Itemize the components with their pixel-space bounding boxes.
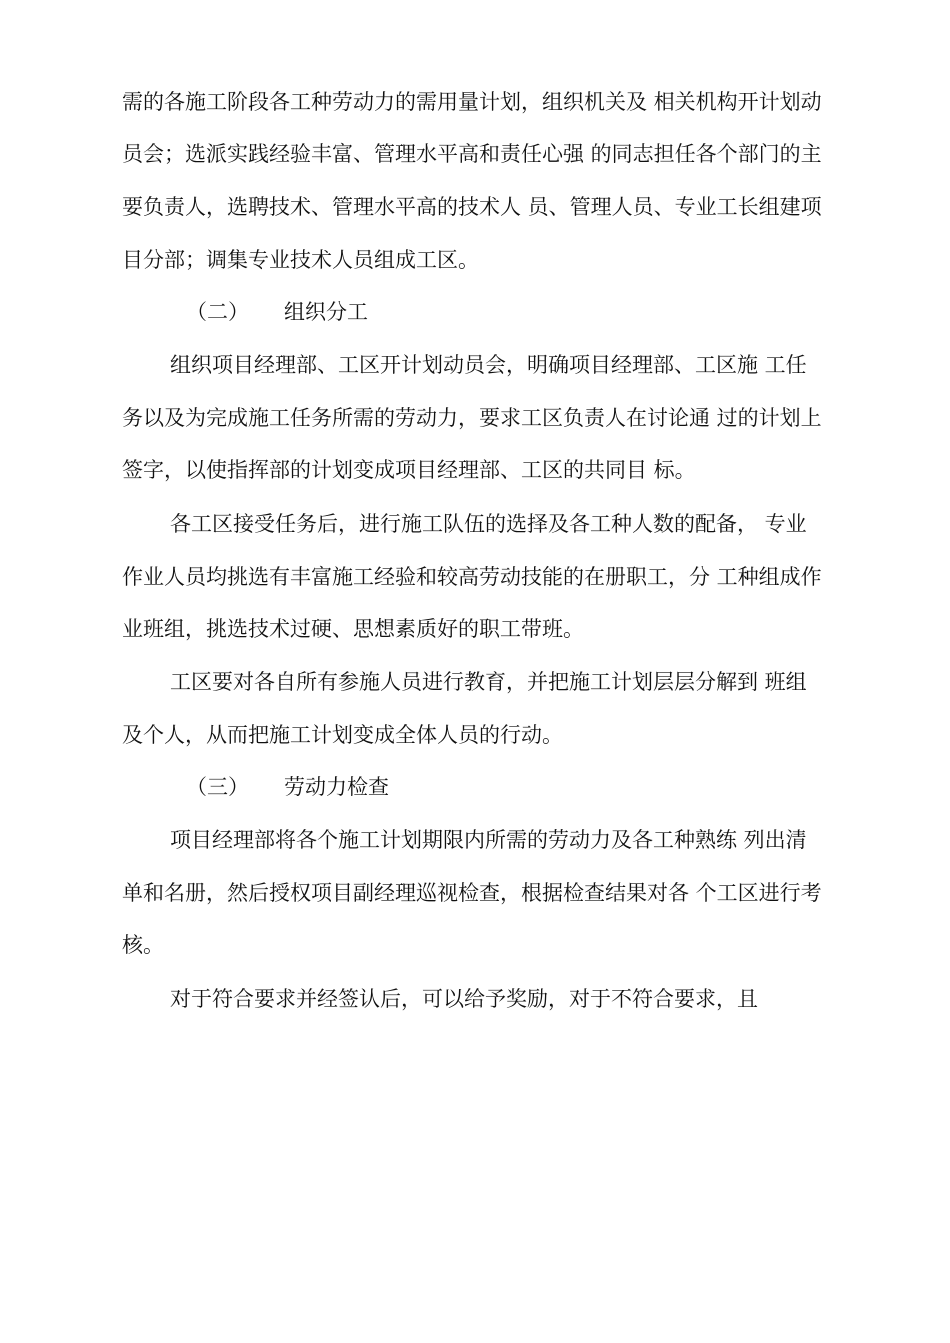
paragraph-line: 务以及为完成施工任务所需的劳动力，要求工区负责人在讨论通 过的计划上 [122,406,822,430]
paragraph-line: 各工区接受任务后，进行施工队伍的选择及各工种人数的配备， 专业 [170,512,807,536]
section-number: （三） [186,775,249,799]
paragraph-line: 业班组，挑选技术过硬、思想素质好的职工带班。 [122,617,584,641]
paragraph-line: 需的各施工阶段各工种劳动力的需用量计划，组织机关及 相关机构开计划动 [122,90,822,114]
paragraph-line: 组织项目经理部、工区开计划动员会，明确项目经理部、工区施 工任 [170,353,807,377]
paragraph-line: 核。 [122,933,164,957]
paragraph-line: 员会；选派实践经验丰富、管理水平高和责任心强 的同志担任各个部门的主 [122,142,822,166]
paragraph-line: 要负责人，选聘技术、管理水平高的技术人 员、管理人员、专业工长组建项 [122,195,822,219]
section-heading: 劳动力检查 [284,775,389,799]
paragraph-line: 目分部；调集专业技术人员组成工区。 [122,248,479,272]
section-heading: 组织分工 [284,300,368,324]
paragraph-line: 签字，以使指挥部的计划变成项目经理部、工区的共同目 标。 [122,458,696,482]
paragraph-line: 作业人员均挑选有丰富施工经验和较高劳动技能的在册职工，分 工种组成作 [122,565,822,589]
paragraph-line: 工区要对各自所有参施人员进行教育，并把施工计划层层分解到 班组 [170,670,807,694]
paragraph-line: 及个人，从而把施工计划变成全体人员的行动。 [122,723,563,747]
section-number: （二） [186,300,249,324]
paragraph-line: 项目经理部将各个施工计划期限内所需的劳动力及各工种熟练 列出清 [170,828,807,852]
paragraph-line: 单和名册，然后授权项目副经理巡视检查，根据检查结果对各 个工区进行考 [122,881,822,905]
paragraph-line: 对于符合要求并经签认后，可以给予奖励，对于不符合要求，且 [170,987,758,1011]
